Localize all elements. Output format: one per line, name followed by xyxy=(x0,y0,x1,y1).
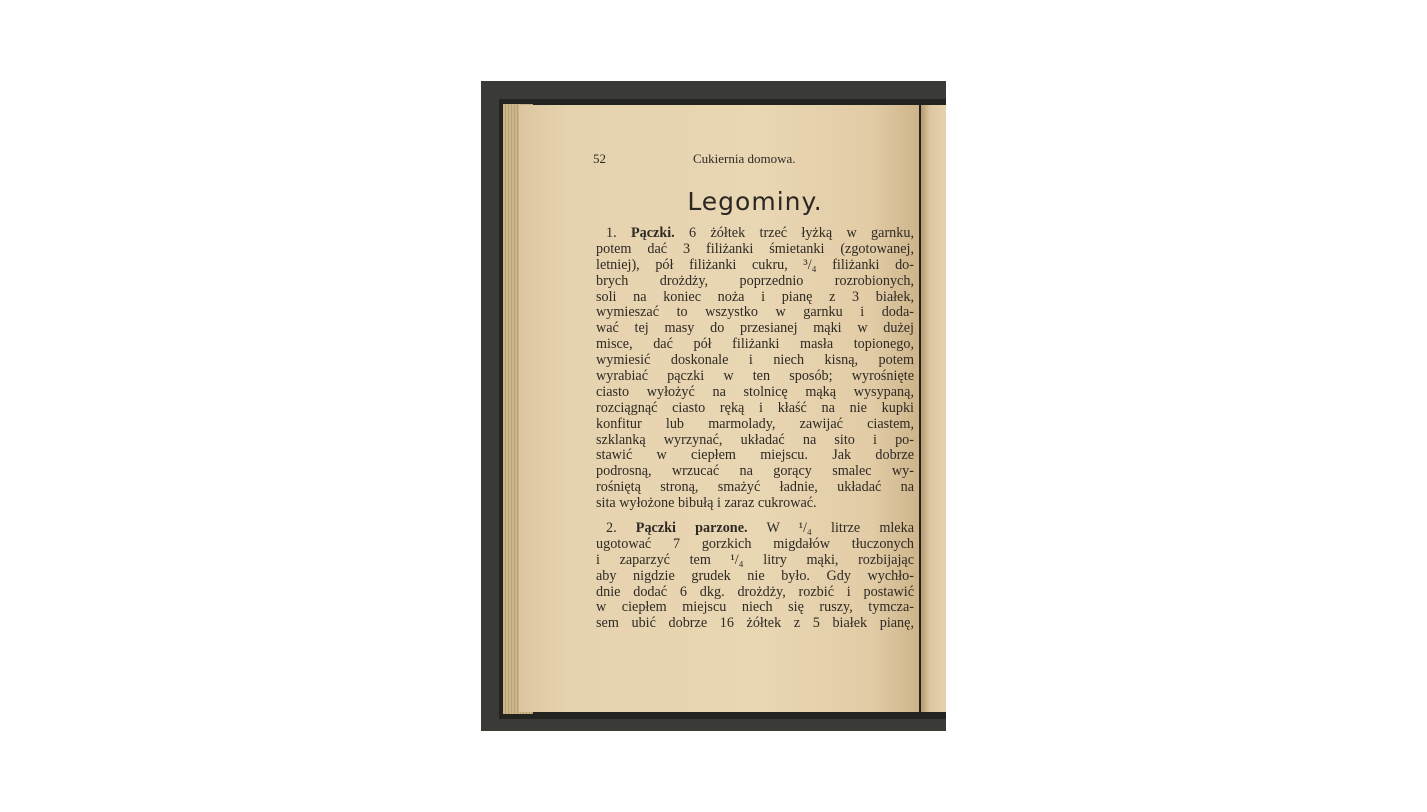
text-line: i zaparzyć tem ¹/₄ litry mąki, rozbijając xyxy=(596,552,914,568)
text-line: potem dać 3 filiżanki śmietanki (zgotowanej, xyxy=(596,241,914,257)
text-line: wymieszać to wszystko w garnku i doda- xyxy=(596,305,914,321)
section-heading: Legominy. xyxy=(687,187,823,216)
body-text xyxy=(596,226,914,632)
text-line: konfitur lub marmolady, zawijać ciastem, xyxy=(596,416,914,432)
text-line: wać tej masy do przesianej mąki w dużej xyxy=(596,321,914,337)
text-line: rozciągnąć ciasto ręką i kłaść na nie kupki xyxy=(596,400,914,416)
text-line: 1. Pączki. 6 żółtek trzeć łyżką w garnku, xyxy=(606,226,914,241)
text-line: stawić w ciepłem miejscu. Jak dobrze xyxy=(596,448,914,464)
text-line: misce, dać pół filiżanki masła topionego, xyxy=(596,337,914,353)
page-number: 52 xyxy=(593,151,606,166)
text-line: wymiesić doskonale i niech kisną, potem xyxy=(596,353,914,369)
text-line: aby nigdzie grudek nie było. Gdy wychło- xyxy=(596,568,914,584)
item-title: Pączki. xyxy=(630,226,675,241)
running-head xyxy=(593,151,913,167)
page-content xyxy=(481,81,946,731)
text-line: brych drożdży, poprzednio rozrobionych, xyxy=(596,273,914,289)
text-line: w ciepłem miejscu niech się ruszy, tymcza- xyxy=(596,600,914,616)
text-line: wyrabiać pączki w ten sposób; wyrośnięte xyxy=(596,369,914,385)
text-line: ciasto wyłożyć na stolnicę mąką wysypaną, xyxy=(596,384,914,400)
text-line: sem ubić dobrze 16 żółtek z 5 białek pianę, xyxy=(596,616,914,632)
text-line: ugotować 7 gorzkich migdałów tłuczonych xyxy=(596,536,914,552)
text-line: letniej), pół filiżanki cukru, ³/₄ filiżanki do- xyxy=(596,257,914,273)
text-line: rośniętą stroną, smażyć ładnie, układać na xyxy=(596,480,914,496)
text-line: 2. Pączki parzone. W ¹/₄ litrze mleka xyxy=(606,521,914,537)
running-head-title: Cukiernia domowa. xyxy=(693,151,796,166)
text-line: szklanką wyrzynać, układać na sito i po- xyxy=(596,432,914,448)
item-title: Pączki parzone. xyxy=(635,521,748,537)
text-line: sita wyłożone bibułą i zaraz cukrować. xyxy=(596,496,817,512)
text-line: podrosną, wrzucać na gorący smalec wy- xyxy=(596,464,914,480)
text-line: dnie dodać 6 dkg. drożdży, rozbić i postawić xyxy=(596,584,914,600)
text-line: soli na koniec noża i pianę z 3 białek, xyxy=(596,289,914,305)
